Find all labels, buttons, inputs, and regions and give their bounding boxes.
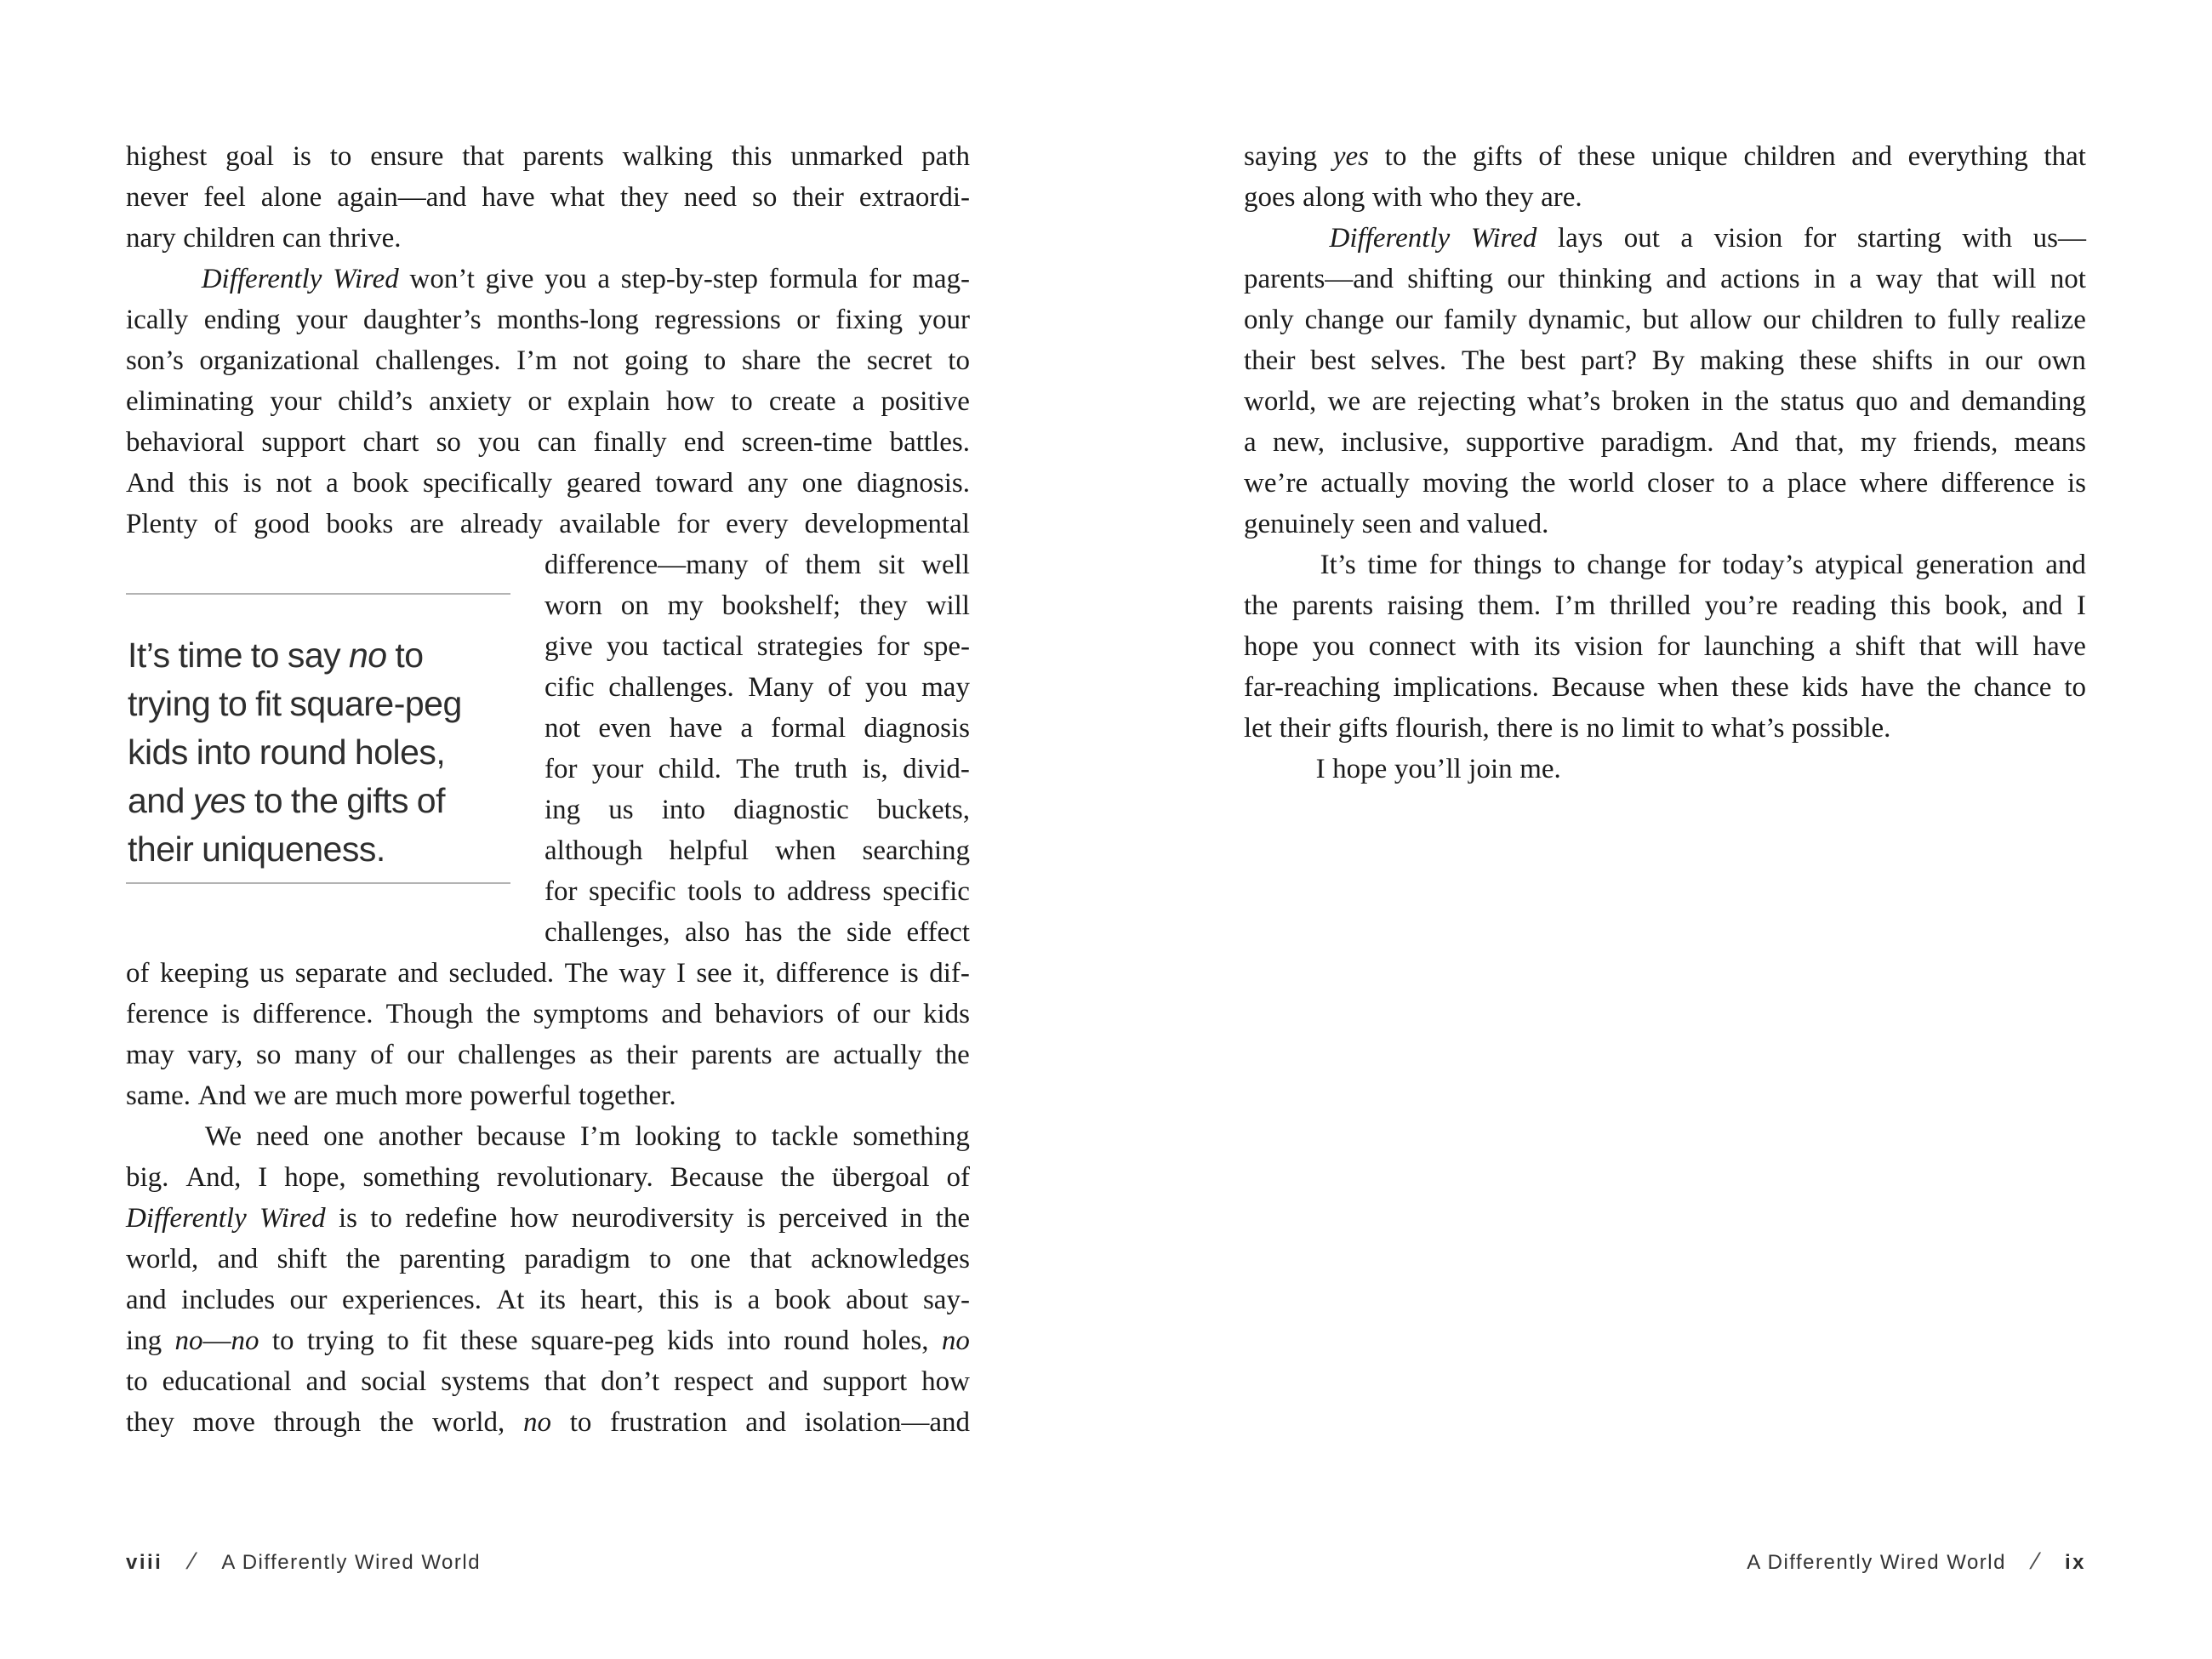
text-line: although helpful when searching: [544, 835, 970, 866]
left-page-number: viii: [126, 1551, 163, 1574]
text-line: genuinely seen and valued.: [1244, 509, 1549, 539]
text-line: their uniqueness.: [128, 830, 385, 869]
text-line: kids into round holes,: [128, 733, 446, 772]
footer-slash: /: [2027, 1548, 2044, 1574]
text-line: ference is difference. Though the symptoms and behaviors of our kids: [126, 999, 970, 1029]
text-line: ing no—no to trying to fit these square-peg kids into round holes, no: [126, 1325, 970, 1356]
text-line: I hope you’ll join me.: [1315, 754, 1561, 784]
pull-quote-bottom-rule: [126, 882, 510, 884]
text-line: world, we are rejecting what’s broken in the status quo and demanding: [1244, 386, 2086, 417]
text-line: not even have a formal diagnosis: [544, 713, 970, 744]
text-line: their best selves. The best part? By making these shifts in our own: [1244, 345, 2086, 376]
left-page-paragraphs-bottom: [126, 953, 970, 1443]
text-line: same. And we are much more powerful together.: [126, 1080, 676, 1111]
right-page-footer: [1747, 1548, 2086, 1575]
text-line: challenges, also has the side effect: [544, 917, 970, 948]
text-line: hope you connect with its vision for launching a shift that will have: [1244, 631, 2086, 662]
pull-quote: [128, 631, 527, 874]
text-line: It’s time to say no to: [128, 636, 424, 675]
text-line: far-reaching implications. Because when these kids have the chance to: [1244, 672, 2086, 703]
text-line: saying yes to the gifts of these unique children and everything that: [1244, 141, 2086, 172]
text-line: and includes our experiences. At its heart, this is a book about say-: [126, 1285, 970, 1315]
text-line: may vary, so many of our challenges as their parents are actually the: [126, 1040, 970, 1070]
text-line: for your child. The truth is, divid-: [544, 754, 970, 784]
text-line: We need one another because I’m looking to tackle something: [204, 1121, 970, 1152]
text-line: eliminating your child’s anxiety or explain how to create a positive: [126, 386, 970, 417]
text-line: Differently Wired won’t give you a step-by-step formula for mag-: [201, 264, 970, 294]
running-footer-title: A Differently Wired World: [221, 1551, 482, 1574]
text-line: for specific tools to address specific: [544, 876, 970, 907]
text-line: son’s organizational challenges. I’m not going to share the secret to: [126, 345, 970, 376]
text-line: highest goal is to ensure that parents walking this unmarked path: [126, 141, 970, 172]
text-line: only change our family dynamic, but allow our children to fully realize: [1244, 305, 2086, 335]
left-page-wrapped-column: [544, 544, 970, 953]
text-line: Differently Wired lays out a vision for starting with us—: [1329, 223, 2086, 254]
left-page-paragraphs-top: [126, 136, 970, 544]
text-line: trying to fit square-peg: [128, 684, 462, 723]
running-footer-title: A Differently Wired World: [1747, 1551, 2006, 1574]
text-line: nary children can thrive.: [126, 223, 402, 254]
text-line: parents—and shifting our thinking and actions in a way that will not: [1244, 264, 2086, 294]
text-line: ing us into diagnostic buckets,: [544, 795, 970, 825]
right-page-number: ix: [2064, 1551, 2086, 1574]
footer-slash: /: [184, 1548, 201, 1574]
text-line: behavioral support chart so you can finally end screen-time battles.: [126, 427, 970, 458]
text-line: they move through the world, no to frustration and isolation—and: [126, 1407, 970, 1438]
text-line: let their gifts flourish, there is no limit to what’s possible.: [1244, 713, 1891, 744]
text-line: of keeping us separate and secluded. The way I see it, difference is dif-: [126, 958, 970, 989]
text-line: goes along with who they are.: [1244, 182, 1582, 213]
text-line: give you tactical strategies for spe-: [544, 631, 970, 662]
text-line: big. And, I hope, something revolutionary. Because the übergoal of: [126, 1162, 970, 1193]
text-line: ically ending your daughter’s months-long regressions or fixing your: [126, 305, 970, 335]
text-line: cific challenges. Many of you may: [544, 672, 970, 703]
text-line: the parents raising them. I’m thrilled you’re reading this book, and I: [1244, 590, 2086, 621]
text-line: to educational and social systems that don’t respect and support how: [126, 1366, 970, 1397]
right-page-paragraphs: [1244, 136, 2086, 790]
text-line: And this is not a book specifically geared toward any one diagnosis.: [126, 468, 970, 499]
text-line: worn on my bookshelf; they will: [544, 590, 970, 621]
text-line: we’re actually moving the world closer to a place where difference is: [1244, 468, 2086, 499]
text-line: difference—many of them sit well: [544, 550, 970, 580]
text-line: a new, inclusive, supportive paradigm. And that, my friends, means: [1244, 427, 2086, 458]
text-line: It’s time for things to change for today’s atypical generation and: [1320, 550, 2086, 580]
text-line: Differently Wired is to redefine how neurodiversity is perceived in the: [126, 1203, 970, 1234]
text-line: never feel alone again—and have what they need so their extraordi-: [126, 182, 970, 213]
pull-quote-top-rule: [126, 593, 510, 595]
left-page-footer: [126, 1548, 481, 1575]
text-line: world, and shift the parenting paradigm to one that acknowledges: [126, 1244, 970, 1274]
text-line: and yes to the gifts of: [128, 781, 445, 820]
text-line: Plenty of good books are already available for every developmental: [126, 509, 970, 539]
